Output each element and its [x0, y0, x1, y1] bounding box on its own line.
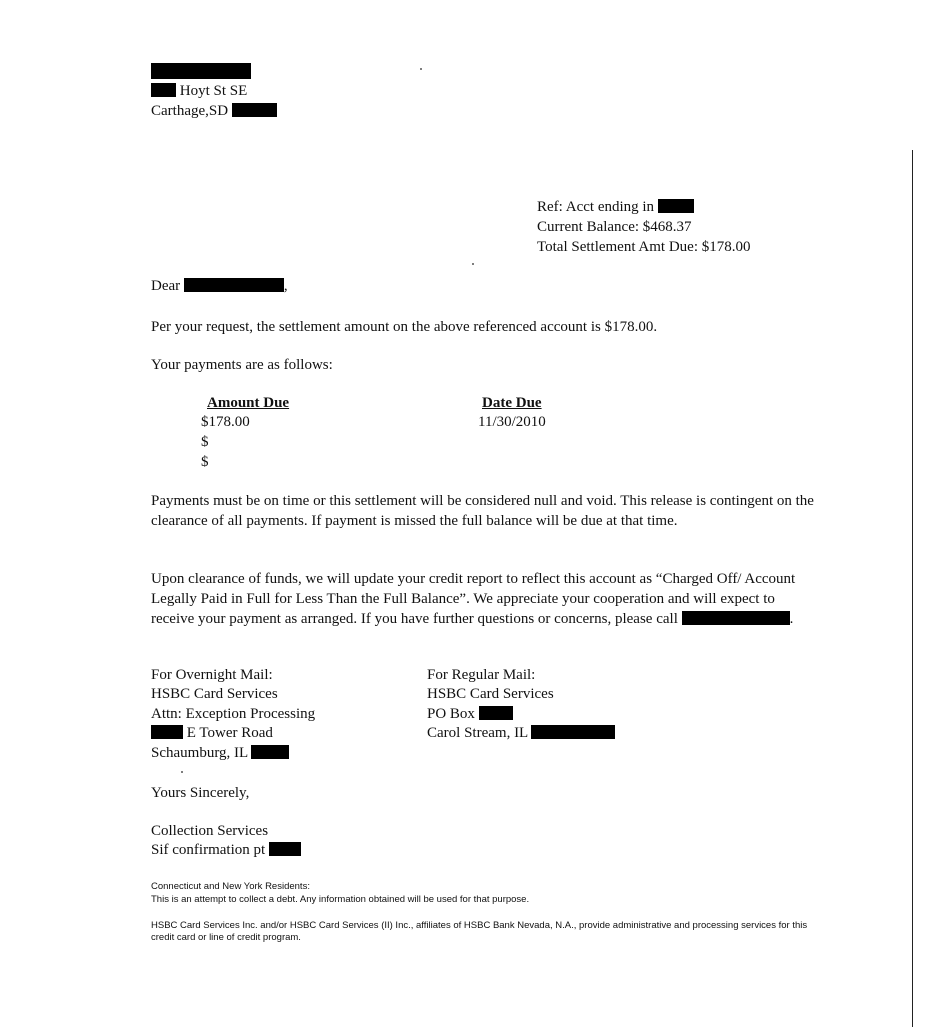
overnight-heading: For Overnight Mail: — [151, 667, 273, 683]
ref-account-label: Ref: Acct ending in — [537, 199, 655, 215]
redaction-bar — [479, 706, 513, 720]
footer-residents: Connecticut and New York Residents: — [151, 881, 310, 892]
paragraph-settlement: Per your request, the settlement amount on the above referenced account is $178.00. — [151, 319, 658, 335]
regular-pobox-text: PO Box — [427, 706, 475, 722]
redaction-bar — [269, 842, 301, 856]
overnight-line: HSBC Card Services — [151, 686, 278, 702]
overnight-street-text: E Tower Road — [186, 725, 273, 741]
regular-city-text: Carol Stream, IL — [427, 725, 528, 741]
salutation — [151, 278, 288, 295]
scan-speck — [420, 68, 422, 70]
regular-line: HSBC Card Services — [427, 686, 554, 702]
regular-city — [427, 725, 615, 742]
paragraph-payments-intro: Your payments are as follows: — [151, 357, 333, 373]
redaction-bar — [151, 725, 183, 739]
redaction-bar — [184, 278, 284, 292]
overnight-street — [151, 725, 273, 742]
overnight-city — [151, 745, 289, 762]
sender-name — [151, 63, 251, 82]
footer-disclosure: HSBC Card Services Inc. and/or HSBC Card Services (II) Inc., affiliates of HSBC Bank Nevada, N.A., provide administrative and processing services for this credit card or line of credit program. — [151, 920, 808, 943]
confirmation-text: Sif confirmation pt — [151, 842, 266, 858]
sender-city — [151, 103, 277, 120]
credit-report-text: Upon clearance of funds, we will update your credit report to reflect this account as “Charged Off/ Account Legally Paid in Full for Less Than the Full Balance”. We appreciate your cooperation and will expect to receive your payment as arranged. If you have further questions or concerns, please call — [151, 571, 796, 627]
paragraph-terms: Payments must be on time or this settlement will be considered null and void. This release is contingent on the clearance of all payments. If payment is missed the full balance will be due at that time. — [151, 493, 814, 529]
sign-off: Yours Sincerely, — [151, 785, 250, 801]
scan-speck — [472, 263, 474, 265]
confirmation — [151, 842, 301, 859]
sender-city-text: Carthage,SD — [151, 103, 229, 119]
paragraph-credit-report — [151, 569, 819, 629]
department: Collection Services — [151, 823, 269, 839]
amount-due-header: Amount Due — [207, 395, 290, 411]
redaction-bar — [658, 199, 694, 213]
settlement-amount: Total Settlement Amt Due: $178.00 — [537, 239, 751, 255]
redaction-bar — [151, 83, 176, 97]
redaction-bar — [531, 725, 615, 739]
payment-amount: $ — [201, 434, 209, 450]
payment-date: 11/30/2010 — [478, 414, 546, 430]
regular-pobox — [427, 706, 513, 723]
page-edge-line — [912, 150, 913, 1027]
salutation-prefix: Dear — [151, 278, 181, 294]
regular-heading: For Regular Mail: — [427, 667, 536, 683]
footer-debt-notice: This is an attempt to collect a debt. Any information obtained will be used for that purpose. — [151, 894, 530, 905]
redaction-bar — [682, 611, 790, 625]
redaction-bar — [151, 63, 251, 79]
overnight-line: Attn: Exception Processing — [151, 706, 316, 722]
overnight-city-text: Schaumburg, IL — [151, 745, 248, 761]
salutation-suffix: , — [283, 278, 288, 294]
redaction-bar — [232, 103, 277, 117]
current-balance: Current Balance: $468.37 — [537, 219, 692, 235]
payment-amount: $178.00 — [201, 414, 250, 430]
redaction-bar — [251, 745, 289, 759]
ref-account — [537, 199, 694, 216]
scan-speck — [181, 771, 183, 773]
sender-street — [151, 83, 247, 100]
payment-amount: $ — [201, 454, 209, 470]
sender-street-text: Hoyt St SE — [179, 83, 248, 99]
date-due-header: Date Due — [482, 395, 542, 411]
credit-report-end: . — [789, 611, 794, 627]
